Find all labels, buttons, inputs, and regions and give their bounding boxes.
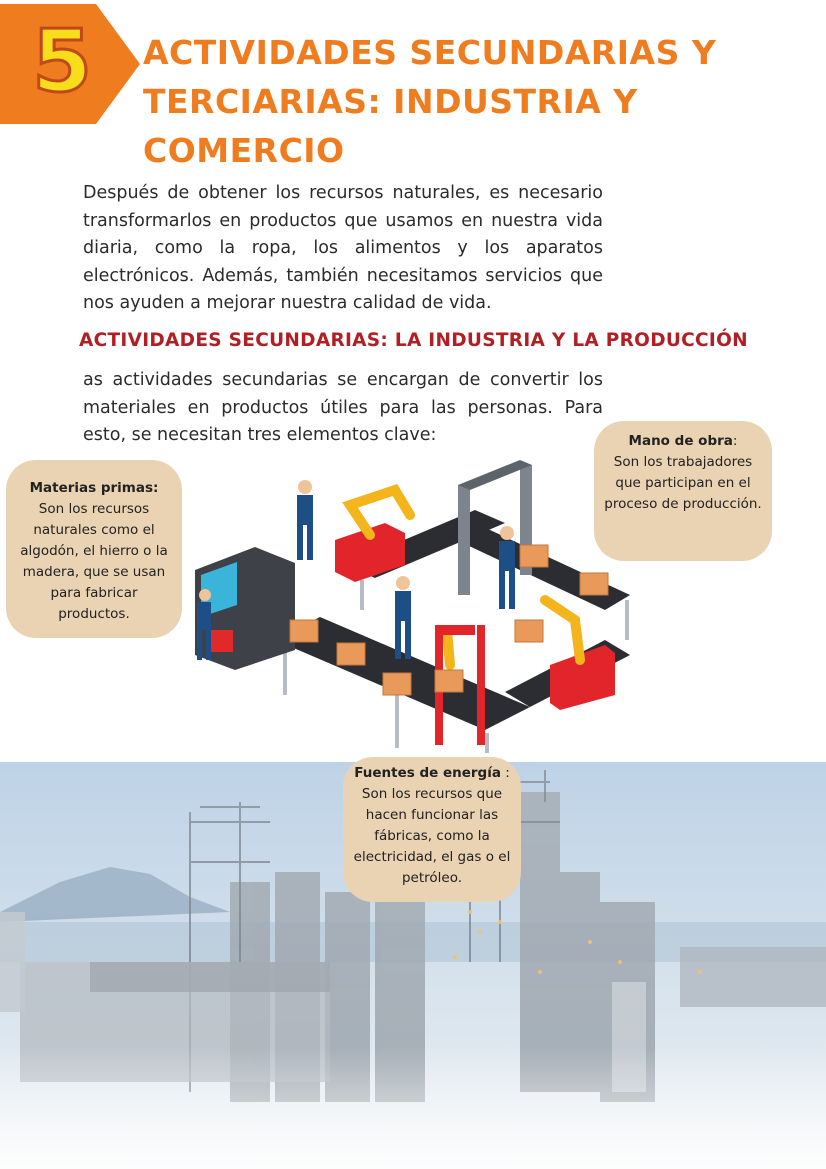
section-heading: ACTIVIDADES SECUNDARIAS: LA INDUSTRIA Y LA PRODUCCIÓN	[79, 330, 748, 351]
callout-mano-title-suffix: :	[732, 433, 738, 449]
intro-paragraph: Después de obtener los recursos naturales, es necesario transformarlos en productos que usamos en nuestra vida diaria, como la ropa, los alimentos y los aparatos electrónicos. Además, también necesitamos servicios que nos ayuden a mejorar nuestra calidad de vida.	[83, 183, 603, 313]
conveyor-belt-factory-illustration	[185, 455, 635, 755]
section-paragraph: as actividades secundarias se encargan de convertir los materiales en productos útiles para las personas. Para esto, se necesitan tres elementos clave:	[83, 370, 603, 445]
page-title-line-1: ACTIVIDADES SECUNDARIAS Y	[143, 33, 717, 72]
page-title	[143, 28, 823, 175]
callout-materias-primas	[6, 460, 182, 638]
callout-mano-de-obra	[594, 421, 772, 561]
callout-fuentes-title: Fuentes de energía	[354, 765, 501, 781]
callout-mano-text: Son los trabajadores que participan en el proceso de producción.	[604, 454, 762, 512]
callout-fuentes-title-suffix: :	[500, 765, 510, 781]
chapter-number: 5	[32, 12, 92, 112]
callout-fuentes-text: Son los recursos que hacen funcionar las fábricas, como la electricidad, el gas o el petróleo.	[353, 786, 511, 886]
callout-mano-title: Mano de obra	[628, 433, 733, 449]
page-title-line-2: TERCIARIAS: INDUSTRIA Y COMERCIO	[143, 82, 638, 170]
callout-fuentes-de-energia	[343, 757, 521, 902]
callout-materias-title: Materias primas:	[29, 480, 159, 496]
callout-materias-text: Son los recursos naturales como el algodón, el hierro o la madera, que se usan para fabricar productos.	[20, 501, 168, 622]
